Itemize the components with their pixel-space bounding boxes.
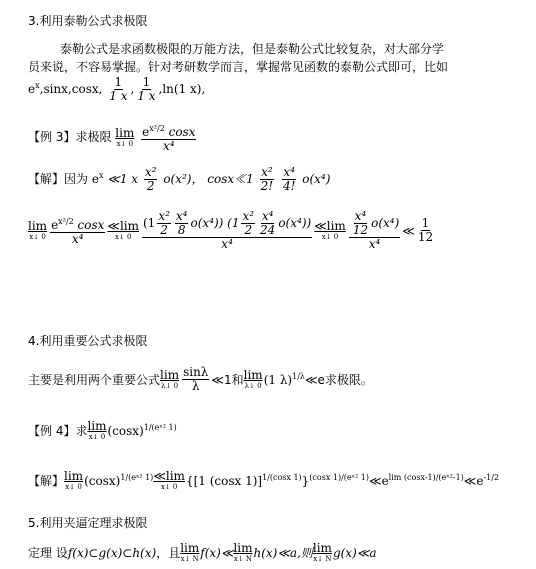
exp-power: x [35,81,40,90]
limit-operator: lim x↓ 0 [28,219,48,241]
solution-3-expansions: 【解】因为 $e^x$ ≪1 x $\frac{\text{x²}}{2}$ o(x²)， cosx≪1 $\frac{\text{x²}}{2!}$ $\frac{\text{x⁴}}{4!}$ o(x⁴) [28,165,331,193]
fraction-x2-over-2: $\frac{\text{x²}}{2}$ [144,165,157,193]
example-3-label: 【例 3】求极限 [28,130,112,144]
derivation-fraction-3: $\frac{\text{x⁴}}{12}$ o(x⁴) x⁴ [349,210,400,251]
func-list-tail: ,ln(1 x), [158,82,206,96]
section-3-paragraph-line-2: 员来说，不容易掌握。针对考研数学而言，掌握常见函数的泰勒公式即可，比如 [28,60,449,74]
squeeze-theorem: 定理 设 f(x)⊂g(x)⊂h(x) ，且 lim x↓ N f(x)≪ lim x↓ N h(x)≪a,则 lim x↓ N g(x)≪a [28,541,377,563]
result-one-twelfth: $\frac{1}{12}$ [417,216,434,244]
limit-operator: lim x↓ N [180,541,200,563]
section-4-title: 4.利用重要公式求极限 [28,334,148,348]
solution-3-derivation: lim x↓ 0 $\frac{e^{x^2/2} \cos x}{\text{x⁴}}$ ≪lim x↓ 0 (1 $\frac{\text{x²}}{2}$ $\frac{\text{x⁴}}{8}$ o(x⁴)) (1 $\frac{\text{x²}}{2}$ $\frac{\text{x⁴}}{24}$ o(x⁴)) x⁴ ≪lim x↓ 0 $\frac{\text{x⁴}}{12}$ o(x⁴) x⁴ ≪ $\frac{1}{12}$ [28,209,434,251]
important-limits-sentence: 主要是利用两个重要公式 lim λ↓ 0 $\frac{\sin\lambda}{\lambda}$ ≪1和 lim λ↓ 0 (1 λ)$^{1/\lambda}$ ≪e求极限。 [28,365,373,393]
example-4: 【例 4】求 lim x↓ 0 $(\cos x)^{1/(eˣ^2 1)}$ [28,419,177,441]
limit-operator: lim x↓ 0 [115,126,135,148]
example-3-fraction: $\frac{e^{x^2/2} \cos x}{\text{x⁴}}$ [142,124,196,153]
section-5-title: 5.利用夹逼定理求极限 [28,516,148,530]
limit-operator: lim x↓ 0 [87,419,107,441]
derivation-fraction-1: $\frac{e^{x^2/2} \cos x}{\text{x⁴}}$ [51,217,105,246]
limit-operator: lim x↓ 0 [64,469,84,491]
solution-label: 【解】因为 [28,172,89,186]
solution-4: 【解】 lim x↓ 0 $(\cos x)^{1/(eˣ^2 1)}$ ≪lim x↓ 0 {[1 (cosx 1)]$^{1/(cosx 1)}$}$^{(cosx 1)/(eˣ^2 1)}$ $≪e^{lim (cosx-1)/(eˣ^2-1)}$ $≪e^{-1/2}$ [28,469,500,491]
derivation-fraction-2: (1 $\frac{\text{x²}}{2}$ $\frac{\text{x⁴}}{8}$ o(x⁴)) (1 $\frac{\text{x²}}{2}$ $\frac{\text{x⁴}}{24}$ o(x⁴)) x⁴ [143,209,312,251]
limit-operator: ≪lim x↓ 0 [107,219,139,241]
limit-operator: lim λ↓ 0 [243,368,263,390]
exp-base: e [28,82,36,96]
limit-operator: ≪lim x↓ 0 [314,219,346,241]
limit-operator: lim λ↓ 0 [160,368,180,390]
limit-operator: lim x↓ N [233,541,253,563]
section-3-title: 3.利用泰勒公式求极限 [28,14,148,28]
fraction-one-over-one-plus-x: $\frac{1}{1 x}$ [137,75,156,103]
section-3-paragraph-line-1: 泰勒公式是求函数极限的万能方法，但是泰勒公式比较复杂，对大部分学 [60,42,445,56]
common-functions-list: $e^x,\sin x,\cos x$, $\frac{1}{1 x}$ , $\frac{1}{1 x}$ ,ln(1 x), [28,75,206,103]
limit-operator: lim x↓ N [312,541,332,563]
fraction-one-over-one-minus-x: $\frac{1}{1 x}$ [109,75,128,103]
fraction-x2-over-2-factorial: $\frac{\text{x²}}{2!}$ [260,165,274,193]
fraction-sin-lambda-over-lambda: $\frac{\sin\lambda}{\lambda}$ [183,365,209,393]
limit-operator: ≪lim x↓ 0 [153,469,185,491]
func-list-mid: ,sinx,cosx, [39,82,103,96]
fraction-x4-over-4-factorial: $\frac{\text{x⁴}}{4!}$ [282,165,296,193]
example-3 [28,122,198,153]
